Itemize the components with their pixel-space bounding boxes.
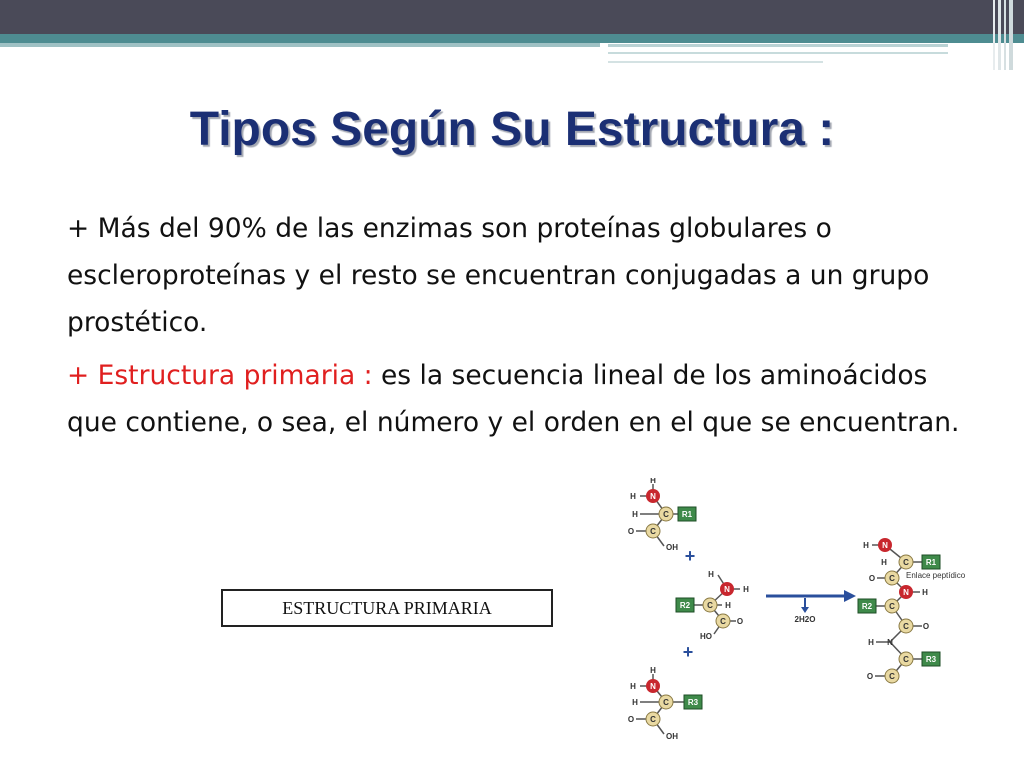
paragraph-enzymes: + Más del 90% de las enzimas son proteínas globulares o escleroproteínas y el resto se encuentran conjugadas a un grupo prostético. bbox=[67, 213, 930, 338]
atom-label: C bbox=[903, 558, 909, 567]
corner-stripe-4 bbox=[1009, 0, 1013, 70]
atom-label: H bbox=[881, 558, 887, 567]
atom-label: C bbox=[663, 698, 669, 707]
atom-label: H bbox=[922, 588, 928, 597]
atom-label: C bbox=[707, 601, 713, 610]
header-rule-short bbox=[608, 61, 823, 63]
atom-label: C bbox=[663, 510, 669, 519]
atom-label: C bbox=[889, 574, 895, 583]
atom-label: C bbox=[889, 672, 895, 681]
primary-structure-definition: es la secuencia lineal de los aminoácidos que contiene, o sea, el número y el orden en el que se encuentran. bbox=[67, 360, 960, 438]
atom-label: H bbox=[743, 585, 749, 594]
atom-label: H bbox=[650, 666, 656, 675]
header-band-dark bbox=[0, 0, 1024, 34]
header-rule-thin bbox=[608, 52, 948, 54]
water-release-arrow-head bbox=[801, 607, 809, 613]
atom-label: H bbox=[868, 638, 874, 647]
atom-label: H bbox=[725, 601, 731, 610]
atom-label: N bbox=[887, 638, 893, 647]
r-group-label: R1 bbox=[681, 510, 693, 519]
slide-title: Tipos Según Su Estructura : bbox=[189, 103, 835, 156]
primary-structure-heading: + Estructura primaria : bbox=[67, 360, 373, 391]
reaction-arrow-head bbox=[844, 590, 856, 602]
atom-label: H bbox=[632, 698, 638, 707]
hydroxyl-label: OH bbox=[666, 732, 678, 741]
atom-label: O bbox=[627, 715, 635, 724]
atom-label: C bbox=[650, 715, 656, 724]
atom-label: H bbox=[630, 492, 636, 501]
atom-label: N bbox=[724, 585, 730, 594]
atom-label: C bbox=[903, 655, 909, 664]
atom-label: O bbox=[922, 622, 930, 631]
r-group-label: R2 bbox=[861, 602, 873, 611]
hydroxyl-label: HO bbox=[700, 632, 712, 641]
peptide-bond-diagram bbox=[600, 478, 1000, 750]
atom-label: N bbox=[882, 541, 888, 550]
atom-label: H bbox=[708, 570, 714, 579]
atom-label: C bbox=[889, 602, 895, 611]
atom-label: C bbox=[903, 622, 909, 631]
peptide-bond-label: Enlace peptídico bbox=[906, 571, 966, 580]
r-group-label: R2 bbox=[679, 601, 691, 610]
atom-label: C bbox=[720, 617, 726, 626]
primary-structure-label-box: ESTRUCTURA PRIMARIA bbox=[221, 589, 553, 627]
corner-stripe-3 bbox=[1004, 0, 1006, 70]
plus-sign: + bbox=[682, 642, 694, 662]
r-group-label: R3 bbox=[925, 655, 937, 664]
corner-stripe-1 bbox=[993, 0, 995, 70]
water-label: 2H2O bbox=[794, 615, 816, 624]
atom-label: O bbox=[866, 672, 874, 681]
header-band-light-right bbox=[608, 44, 948, 47]
header-band-teal bbox=[0, 34, 1024, 43]
atom-label: O bbox=[868, 574, 876, 583]
atom-label: H bbox=[630, 682, 636, 691]
atom-label: N bbox=[903, 588, 909, 597]
corner-stripe-2 bbox=[998, 0, 1001, 70]
atom-label: H bbox=[632, 510, 638, 519]
paragraph-primary-structure bbox=[67, 352, 967, 446]
header-band-light-left bbox=[0, 43, 600, 47]
atom-label: C bbox=[650, 527, 656, 536]
atom-label: H bbox=[650, 478, 656, 485]
atom-label: O bbox=[627, 527, 635, 536]
atom-label: O bbox=[736, 617, 744, 626]
r-group-label: R1 bbox=[925, 558, 937, 567]
plus-sign: + bbox=[684, 546, 696, 566]
atom-label: N bbox=[650, 492, 656, 501]
r-group-label: R3 bbox=[687, 698, 699, 707]
hydroxyl-label: OH bbox=[666, 543, 678, 552]
atom-label: N bbox=[650, 682, 656, 691]
atom-label: H bbox=[863, 541, 869, 550]
